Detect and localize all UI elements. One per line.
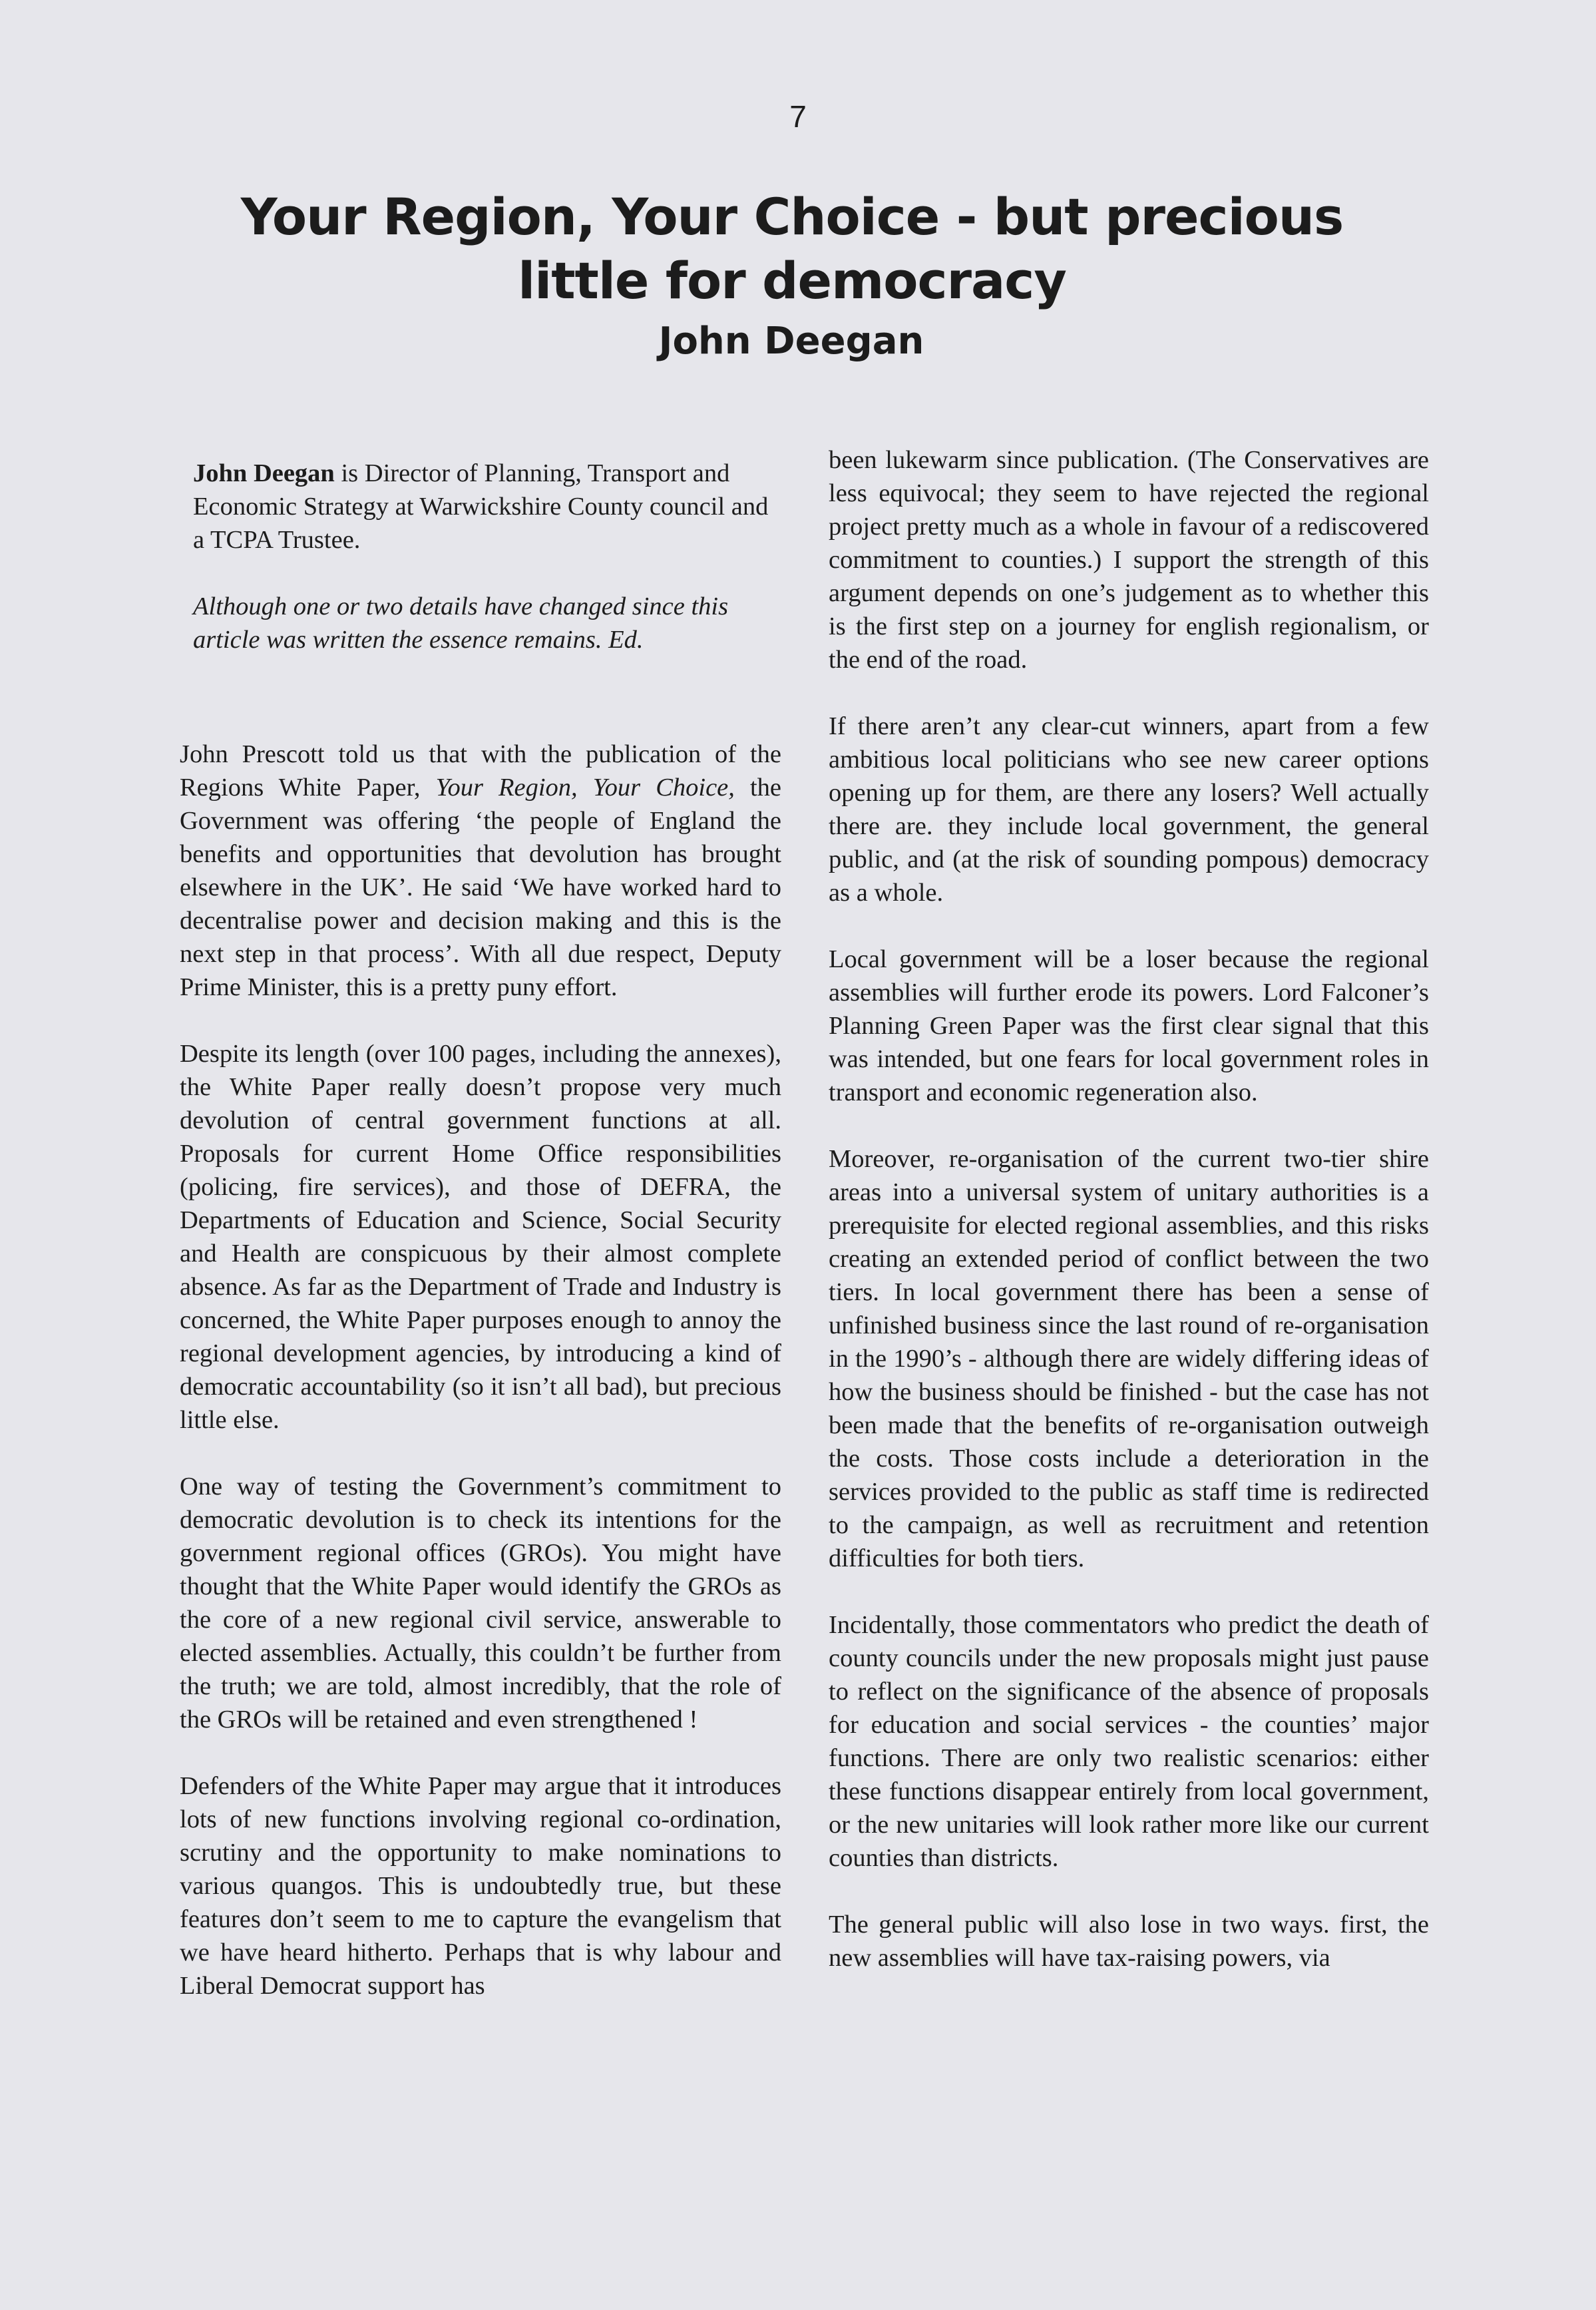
author-bio-name: John Deegan	[193, 459, 335, 487]
intro-box	[193, 457, 775, 690]
right-column	[829, 443, 1429, 2008]
paragraph: One way of testing the Government’s commitment to democratic devolution is to check its intentions for the government regional offices (GROs). You might have thought that the White Paper would identify the GROs as the core of a new regional civil service, answerable to elected assemblies. Actually, this couldn’t be further from the truth; we are told, almost incredibly, that the role of the GROs will be retained and even strengthened !	[180, 1473, 781, 1733]
editor-note: Although one or two details have changed since this article was written the essence remains. Ed.	[193, 592, 729, 654]
paragraph	[180, 738, 781, 1004]
paragraph: been lukewarm since publication. (The Conservatives are less equivocal; they seem to have rejected the regional project pretty much as a whole in favour of a rediscovered commitment to counties.) I support the strength of this argument depends on one’s judgement as to whether this is the first step on a journey for english regionalism, or the end of the road.	[829, 446, 1429, 674]
paragraph: Local government will be a loser because the regional assemblies will further erode its powers. Lord Falconer’s Planning Green Paper was the first clear signal that this was intended, but one fears for local government roles in transport and economic regeneration also.	[829, 945, 1429, 1106]
article-author: John Deegan	[658, 320, 924, 363]
page-number: 7	[789, 99, 807, 134]
paragraph-text: John Prescott told us that with the publication of the Regions White Paper,	[180, 740, 781, 802]
author-bio-text: is Director of Planning, Transport and Economic Strategy at Warwickshire County council and a TCPA Trustee.	[193, 459, 769, 554]
paragraph: If there aren’t any clear-cut winners, apart from a few ambitious local politicians who see new career options opening up for them, are there any losers? Well actually there are. they include local government, the general public, and (at the risk of sounding pompous) democracy as a whole.	[829, 712, 1429, 907]
paragraph-text: the Government was offering ‘the people of England the benefits and opportunities that devolution has brought elsewhere in the UK’. He said ‘We have worked hard to decentralise power and decision making and this is the next step in that process’. With all due respect, Deputy Prime Minister, this is a pretty puny effort.	[180, 774, 781, 1001]
author-bio	[193, 457, 775, 557]
paragraph: Incidentally, those commentators who predict the death of county councils under the new proposals might just pause to reflect on the significance of the absence of proposals for education and social services - the counties’ major functions. There are only two realistic scenarios: either these functions disappear entirely from local government, or the new unitaries will look rather more like our current counties than districts.	[829, 1611, 1429, 1872]
paragraph: Defenders of the White Paper may argue that it introduces lots of new functions involving regional co-ordination, scrutiny and the opportunity to make nominations to various quangos. This is undoubtedly true, but these features don’t seem to me to capture the evangelism that we have heard hitherto. Perhaps that is why labour and Liberal Democrat support has	[180, 1772, 781, 2000]
paragraph: Moreover, re-organisation of the current two-tier shire areas into a universal system of unitary authorities is a prerequisite for elected regional assemblies, and this risks creating an extended period of conflict between the two tiers. In local government there has been a sense of unfinished business since the last round of re-organisation in the 1990’s - although there are widely differing ideas of how the business should be finished - but the case has not been made that the benefits of re-organisation outweigh the costs. Those costs include a deterioration in the services provided to the public as staff time is redirected to the campaign, as well as recruitment and retention difficulties for both tiers.	[829, 1145, 1429, 1572]
left-column	[180, 738, 781, 2036]
paragraph: The general public will also lose in two ways. first, the new assemblies will have tax-raising powers, via	[829, 1911, 1429, 1972]
article-title: Your Region, Your Choice - but precious little for democracy	[240, 187, 1344, 310]
paragraph: Despite its length (over 100 pages, including the annexes), the White Paper really doesn’t propose very much devolution of central government functions at all. Proposals for current Home Office responsibilities (policing, fire services), and those of DEFRA, the Departments of Education and Science, Social Security and Health are conspicuous by their almost complete absence. As far as the Department of Trade and Industry is concerned, the White Paper purposes enough to annoy the regional development agencies, by introducing a kind of democratic accountability (so it isn’t all bad), but precious little else.	[180, 1040, 781, 1434]
white-paper-title-reference: Your Region, Your Choice,	[435, 774, 735, 802]
